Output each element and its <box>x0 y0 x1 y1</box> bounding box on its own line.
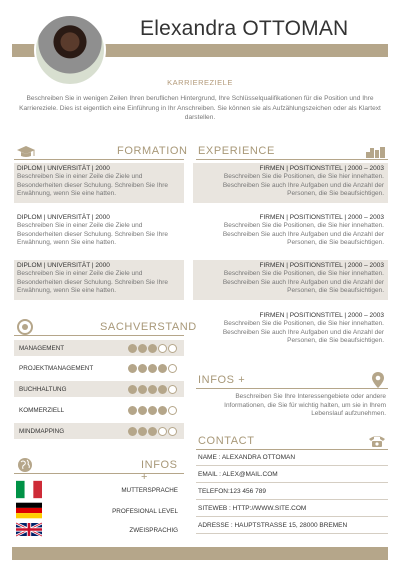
experience-entry-head: FIRMEN | POSITIONSTITEL | 2000 – 2003 <box>259 312 384 319</box>
skill-label: PROJEKTMANAGEMENT <box>19 365 94 372</box>
skill-rating <box>128 364 177 373</box>
experience-entry-head: FIRMEN | POSITIONSTITEL | 2000 – 2003 <box>259 262 384 269</box>
experience-entry <box>193 163 388 203</box>
formation-header <box>14 143 188 160</box>
globe-icon <box>17 457 33 473</box>
language-label: ZWEISPRACHIG <box>129 527 178 534</box>
contact-title: CONTACT <box>198 435 255 447</box>
experience-entry-text: Beschreiben Sie die Positionen, die Sie hier innehatten. Beschreiben Sie auch Ihre Aufgaben und die Anzahl der Personen, die Sie beaufsichtigen. <box>222 320 384 345</box>
skill-row <box>14 381 184 397</box>
language-row <box>14 501 184 521</box>
languages-title: INFOS + <box>141 459 178 483</box>
contact-row <box>196 500 388 517</box>
formation-entry-text: Beschreiben Sie in einer Zeile die Ziele und Besonderheiten dieser Schulung. Schreiben Sie Ihre Erwähnung, wenn Sie eine hatten. <box>17 222 169 247</box>
experience-entry-text: Beschreiben Sie die Positionen, die Sie hier innehatten. Beschreiben Sie auch Ihre Aufgaben und die Anzahl der Personen, die Sie beaufsichtigen. <box>222 270 384 295</box>
skill-label: KOMMERZIELL <box>19 407 65 414</box>
language-label: MUTTERSPRACHE <box>121 487 178 494</box>
skill-rating <box>128 344 177 353</box>
germany-flag-icon <box>16 501 42 520</box>
experience-entry <box>193 310 388 350</box>
skill-row <box>14 340 184 356</box>
skill-rating <box>128 385 177 394</box>
united-kingdom-flag-icon <box>16 520 42 539</box>
skills-title: SACHVERSTAND <box>100 321 197 333</box>
contact-row <box>196 483 388 500</box>
language-row <box>14 520 184 540</box>
italy-flag-icon <box>16 480 42 499</box>
skill-rating <box>128 427 177 436</box>
map-pin-icon <box>372 372 384 388</box>
infos-header <box>196 372 388 389</box>
telephone-icon <box>368 434 386 448</box>
formation-title: FORMATION <box>117 145 188 157</box>
experience-header <box>196 143 388 160</box>
contact-name: NAME : ALEXANDRA OTTOMAN <box>198 454 296 461</box>
skill-row <box>14 402 184 418</box>
contact-website[interactable]: SITEWEB : HTTP://WWW.SITE.COM <box>198 505 307 512</box>
formation-entry-head: DIPLOM | UNIVERSITÄT | 2000 <box>17 165 110 172</box>
skill-row <box>14 360 184 376</box>
infos-text: Beschreiben Sie Ihre Interessengebiete oder andere Informationen, die Sie für wichtig halten, um sie in Ihrem Lebenslauf aufzunehmen. <box>224 393 386 418</box>
skill-label: BUCHHALTUNG <box>19 386 67 393</box>
formation-entry <box>14 260 184 300</box>
experience-entry <box>193 260 388 300</box>
formation-entry-text: Beschreiben Sie in einer Zeile die Ziele und Besonderheiten dieser Schulung. Schreiben Sie Ihre Erwähnung, wenn Sie eine hatten. <box>17 270 169 295</box>
contact-row <box>196 449 388 466</box>
skill-rating <box>128 406 177 415</box>
language-label: PROFESIONAL LEVEL <box>112 508 178 515</box>
city-skyline-icon <box>366 146 386 158</box>
profile-photo <box>34 14 106 86</box>
language-row <box>14 480 184 500</box>
contact-header <box>196 433 388 450</box>
formation-entry-head: DIPLOM | UNIVERSITÄT | 2000 <box>17 214 110 221</box>
languages-header <box>14 457 184 483</box>
experience-entry-head: FIRMEN | POSITIONSTITEL | 2000 – 2003 <box>259 165 384 172</box>
skills-header <box>14 319 197 336</box>
formation-entry-head: DIPLOM | UNIVERSITÄT | 2000 <box>17 262 110 269</box>
target-icon <box>17 319 33 335</box>
footer-band <box>12 547 388 560</box>
contact-row <box>196 517 388 534</box>
graduation-cap-icon <box>16 145 36 159</box>
experience-entry-text: Beschreiben Sie die Positionen, die Sie hier innehatten. Beschreiben Sie auch Ihre Aufgaben und die Anzahl der Personen, die Sie beaufsichtigen. <box>222 173 384 198</box>
contact-email[interactable]: EMAIL : ALEX@MAIL.COM <box>198 471 278 478</box>
experience-title: EXPERIENCE <box>198 145 275 157</box>
skill-label: MANAGEMENT <box>19 345 65 352</box>
skill-row <box>14 423 184 439</box>
formation-entry-text: Beschreiben Sie in einer Zeile die Ziele und Besonderheiten dieser Schulung. Schreiben Sie Ihre Erwähnung, wenn Sie eine hatten. <box>17 173 169 198</box>
contact-phone: TELEFON:123 456 789 <box>198 488 266 495</box>
contact-address: ADRESSE : HAUPTSTRASSE 15, 28000 BREMEN <box>198 522 348 529</box>
experience-entry-head: FIRMEN | POSITIONSTITEL | 2000 – 2003 <box>259 214 384 221</box>
experience-entry <box>193 212 388 252</box>
formation-entry <box>14 212 184 252</box>
experience-entry-text: Beschreiben Sie die Positionen, die Sie hier innehatten. Beschreiben Sie auch Ihre Aufgaben und die Anzahl der Personen, die Sie beaufsichtigen. <box>222 222 384 247</box>
skill-label: MINDMAPPING <box>19 428 65 435</box>
formation-entry <box>14 163 184 203</box>
goals-title: KARRIEREZIELE <box>167 78 233 87</box>
goals-text: Beschreiben Sie in wenigen Zeilen Ihren beruflichen Hintergrund, Ihre Schlüsselqualifikationen für die Position und Ihre Karriereziele. Dies ist eigentlich eine Einführung in Ihr Anschreiben. Sie können sie als Aufzählungszeichen oder als Klartext darstellen. <box>19 95 381 122</box>
infos-title: INFOS + <box>198 374 246 386</box>
contact-row <box>196 466 388 483</box>
candidate-name: Elexandra OTTOMAN <box>140 17 349 40</box>
